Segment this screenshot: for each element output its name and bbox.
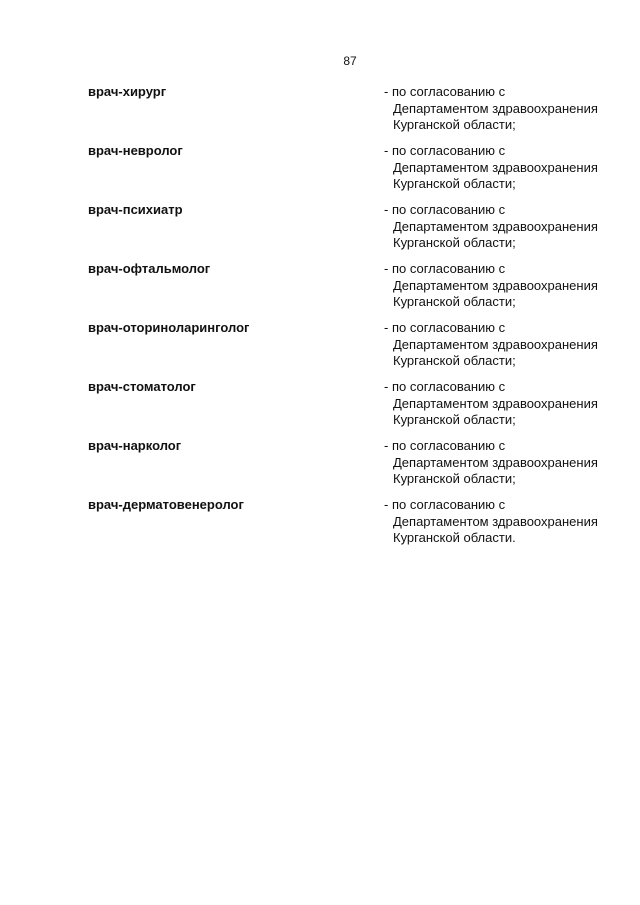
note-line-3: Курганской области; [393, 176, 516, 191]
note-line-1: - по согласованию с [384, 202, 506, 217]
entry-role: врач-нарколог [88, 438, 182, 453]
note-line-2: Департаментом здравоохранения [393, 454, 598, 470]
entry-dentist [0, 379, 640, 438]
entry-dermatovenerologist [0, 497, 640, 556]
entry-surgeon [0, 84, 640, 143]
note-line-2: Департаментом здравоохранения [393, 218, 598, 234]
entry-note [384, 438, 598, 488]
entry-note [384, 320, 598, 370]
note-line-3: Курганской области; [393, 412, 516, 427]
entry-neurologist [0, 143, 640, 202]
entry-note [384, 261, 598, 311]
page-number: 87 [343, 54, 357, 68]
entry-role: врач-невролог [88, 143, 183, 158]
entry-note [384, 379, 598, 429]
note-line-1: - по согласованию с [384, 497, 506, 512]
note-line-1: - по согласованию с [384, 84, 506, 99]
entry-note [384, 497, 598, 547]
note-line-3: Курганской области; [393, 471, 516, 486]
note-line-1: - по согласованию с [384, 320, 506, 335]
note-line-3: Курганской области; [393, 353, 516, 368]
note-line-3: Курганской области. [393, 530, 516, 545]
note-line-1: - по согласованию с [384, 438, 506, 453]
note-line-2: Департаментом здравоохранения [393, 395, 598, 411]
note-line-3: Курганской области; [393, 235, 516, 250]
entry-note [384, 84, 598, 134]
note-line-2: Департаментом здравоохранения [393, 513, 598, 529]
entry-role: врач-офтальмолог [88, 261, 211, 276]
note-line-3: Курганской области; [393, 117, 516, 132]
entry-note [384, 202, 598, 252]
entry-role: врач-стоматолог [88, 379, 196, 394]
entry-otorhinolaryngologist [0, 320, 640, 379]
note-line-1: - по согласованию с [384, 379, 506, 394]
entry-role: врач-дерматовенеролог [88, 497, 244, 512]
entry-narcologist [0, 438, 640, 497]
note-line-2: Департаментом здравоохранения [393, 100, 598, 116]
note-line-2: Департаментом здравоохранения [393, 277, 598, 293]
entry-role: врач-психиатр [88, 202, 183, 217]
entry-role: врач-хирург [88, 84, 167, 99]
entries-list [0, 84, 640, 556]
note-line-1: - по согласованию с [384, 261, 506, 276]
entry-ophthalmologist [0, 261, 640, 320]
note-line-1: - по согласованию с [384, 143, 506, 158]
note-line-3: Курганской области; [393, 294, 516, 309]
note-line-2: Департаментом здравоохранения [393, 336, 598, 352]
note-line-2: Департаментом здравоохранения [393, 159, 598, 175]
entry-psychiatrist [0, 202, 640, 261]
entry-role: врач-оториноларинголог [88, 320, 250, 335]
entry-note [384, 143, 598, 193]
